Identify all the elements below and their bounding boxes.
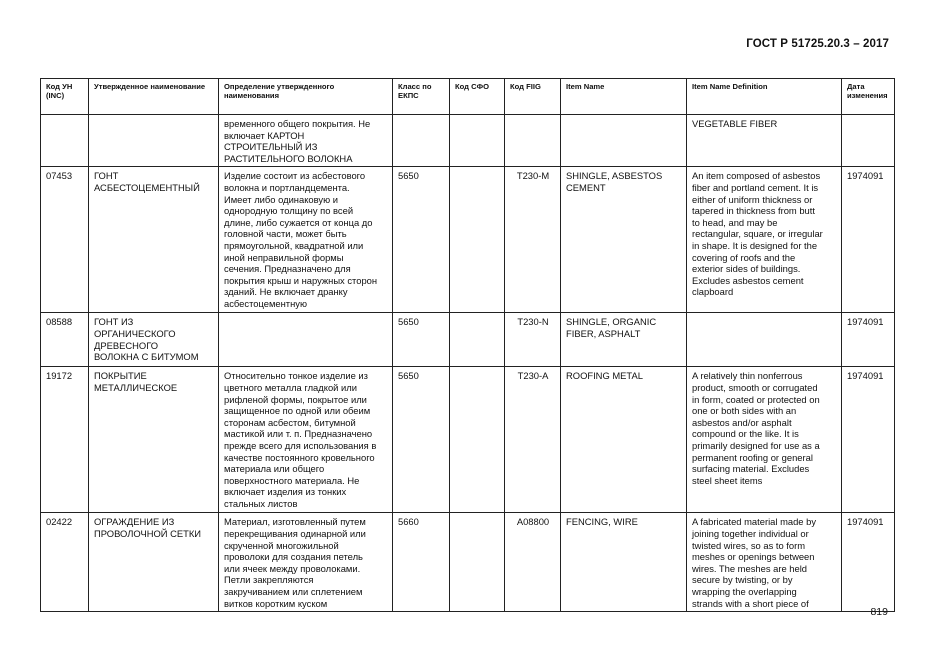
column-header-sfo: Код СФО xyxy=(450,79,505,115)
cell-item-name: SHINGLE, ORGANIC FIBER, ASPHALT xyxy=(561,313,687,367)
table-header-row xyxy=(41,79,895,115)
cell-item-name-definition: An item composed of asbestos fiber and portland cement. It is either of uniform thickness or tapered in thickness from butt to head, and may be rectangular, square, or irregular in shape. It is designed for the covering of roofs and the exterior sides of buildings. Excludes asbestos cement clapboard xyxy=(687,167,842,313)
cell-class: 5650 xyxy=(393,313,450,367)
cell-inc xyxy=(41,115,89,167)
table-row xyxy=(41,115,895,167)
cell-fiig: A08800 xyxy=(505,513,561,612)
cell-fiig: T230-A xyxy=(505,367,561,513)
cell-definition xyxy=(219,313,393,367)
column-header-inc: Код УН (INC) xyxy=(41,79,89,115)
cell-approved-name: ГОНТ ИЗ ОРГАНИЧЕСКОГО ДРЕВЕСНОГО ВОЛОКНА С БИТУМОМ xyxy=(89,313,219,367)
cell-item-name-definition: A fabricated material made by joining together individual or twisted wires, so as to form meshes or openings between wires. The meshes are held secure by twisting, or by wrapping the overlapping strands with a short piece of xyxy=(687,513,842,612)
cell-fiig xyxy=(505,115,561,167)
cell-item-name-definition: VEGETABLE FIBER xyxy=(687,115,842,167)
column-header-item-name: Item Name xyxy=(561,79,687,115)
catalog-table xyxy=(40,78,895,612)
cell-date: 1974091 xyxy=(842,513,895,612)
cell-item-name: SHINGLE, ASBESTOS CEMENT xyxy=(561,167,687,313)
cell-approved-name xyxy=(89,115,219,167)
column-header-approved-name: Утвержденное наименование xyxy=(89,79,219,115)
cell-date xyxy=(842,115,895,167)
document-header: ГОСТ Р 51725.20.3 – 2017 xyxy=(746,38,889,50)
cell-definition: Изделие состоит из асбестового волокна и портландцемента. Имеет либо одинаковую и однородную толщину по всей длине, либо сужается от конца до головной части, может быть прямоугольной, квадратной или иной неправильной формы сечения. Предназначено для покрытия крыш и наружных сторон зданий. Не включает дранку асбестоцементную xyxy=(219,167,393,313)
cell-class: 5650 xyxy=(393,167,450,313)
column-header-date: Дата изменения xyxy=(842,79,895,115)
cell-item-name-definition: A relatively thin nonferrous product, smooth or corrugated in form, coated or protected on one or both sides with an asbestos and/or asphalt compound or the like. It is primarily designed for use as a permanent roofing or general surfacing material. Excludes steel sheet items xyxy=(687,367,842,513)
cell-approved-name: ПОКРЫТИЕ МЕТАЛЛИЧЕСКОЕ xyxy=(89,367,219,513)
cell-sfo xyxy=(450,115,505,167)
cell-inc: 02422 xyxy=(41,513,89,612)
cell-inc: 19172 xyxy=(41,367,89,513)
cell-sfo xyxy=(450,367,505,513)
page-number: 819 xyxy=(870,606,888,618)
column-header-fiig: Код FIIG xyxy=(505,79,561,115)
table-row xyxy=(41,513,895,612)
cell-approved-name: ГОНТ АСБЕСТОЦЕМЕНТНЫЙ xyxy=(89,167,219,313)
table-row xyxy=(41,367,895,513)
cell-inc: 07453 xyxy=(41,167,89,313)
cell-fiig: T230-N xyxy=(505,313,561,367)
cell-inc: 08588 xyxy=(41,313,89,367)
table-row xyxy=(41,313,895,367)
cell-sfo xyxy=(450,513,505,612)
cell-class xyxy=(393,115,450,167)
cell-class: 5660 xyxy=(393,513,450,612)
cell-class: 5650 xyxy=(393,367,450,513)
table-row xyxy=(41,167,895,313)
cell-item-name-definition xyxy=(687,313,842,367)
column-header-item-name-definition: Item Name Definition xyxy=(687,79,842,115)
cell-sfo xyxy=(450,167,505,313)
cell-fiig: T230-M xyxy=(505,167,561,313)
cell-date: 1974091 xyxy=(842,313,895,367)
column-header-class: Класс по ЕКПС xyxy=(393,79,450,115)
cell-definition: Материал, изготовленный путем перекрещивания одинарной или скрученной многожильной проволоки для создания петель или ячеек между проволоками. Петли закрепляются закручиванием или сплетением витков коротким куском xyxy=(219,513,393,612)
cell-date: 1974091 xyxy=(842,167,895,313)
cell-item-name: FENCING, WIRE xyxy=(561,513,687,612)
cell-sfo xyxy=(450,313,505,367)
cell-item-name: ROOFING METAL xyxy=(561,367,687,513)
cell-date: 1974091 xyxy=(842,367,895,513)
column-header-definition: Определение утвержденного наименования xyxy=(219,79,393,115)
cell-definition: Относительно тонкое изделие из цветного металла гладкой или рифленой формы, покрытое или защищенное по одной или обеим сторонам асбестом, битумной мастикой или т. п. Предназначено прежде всего для использования в качестве постоянного кровельного материала или общего поверхностного материала. Не включает изделия из тонких стальных листов xyxy=(219,367,393,513)
cell-approved-name: ОГРАЖДЕНИЕ ИЗ ПРОВОЛОЧНОЙ СЕТКИ xyxy=(89,513,219,612)
cell-definition: временного общего покрытия. Не включает КАРТОН СТРОИТЕЛЬНЫЙ ИЗ РАСТИТЕЛЬНОГО ВОЛОКНА xyxy=(219,115,393,167)
cell-item-name xyxy=(561,115,687,167)
